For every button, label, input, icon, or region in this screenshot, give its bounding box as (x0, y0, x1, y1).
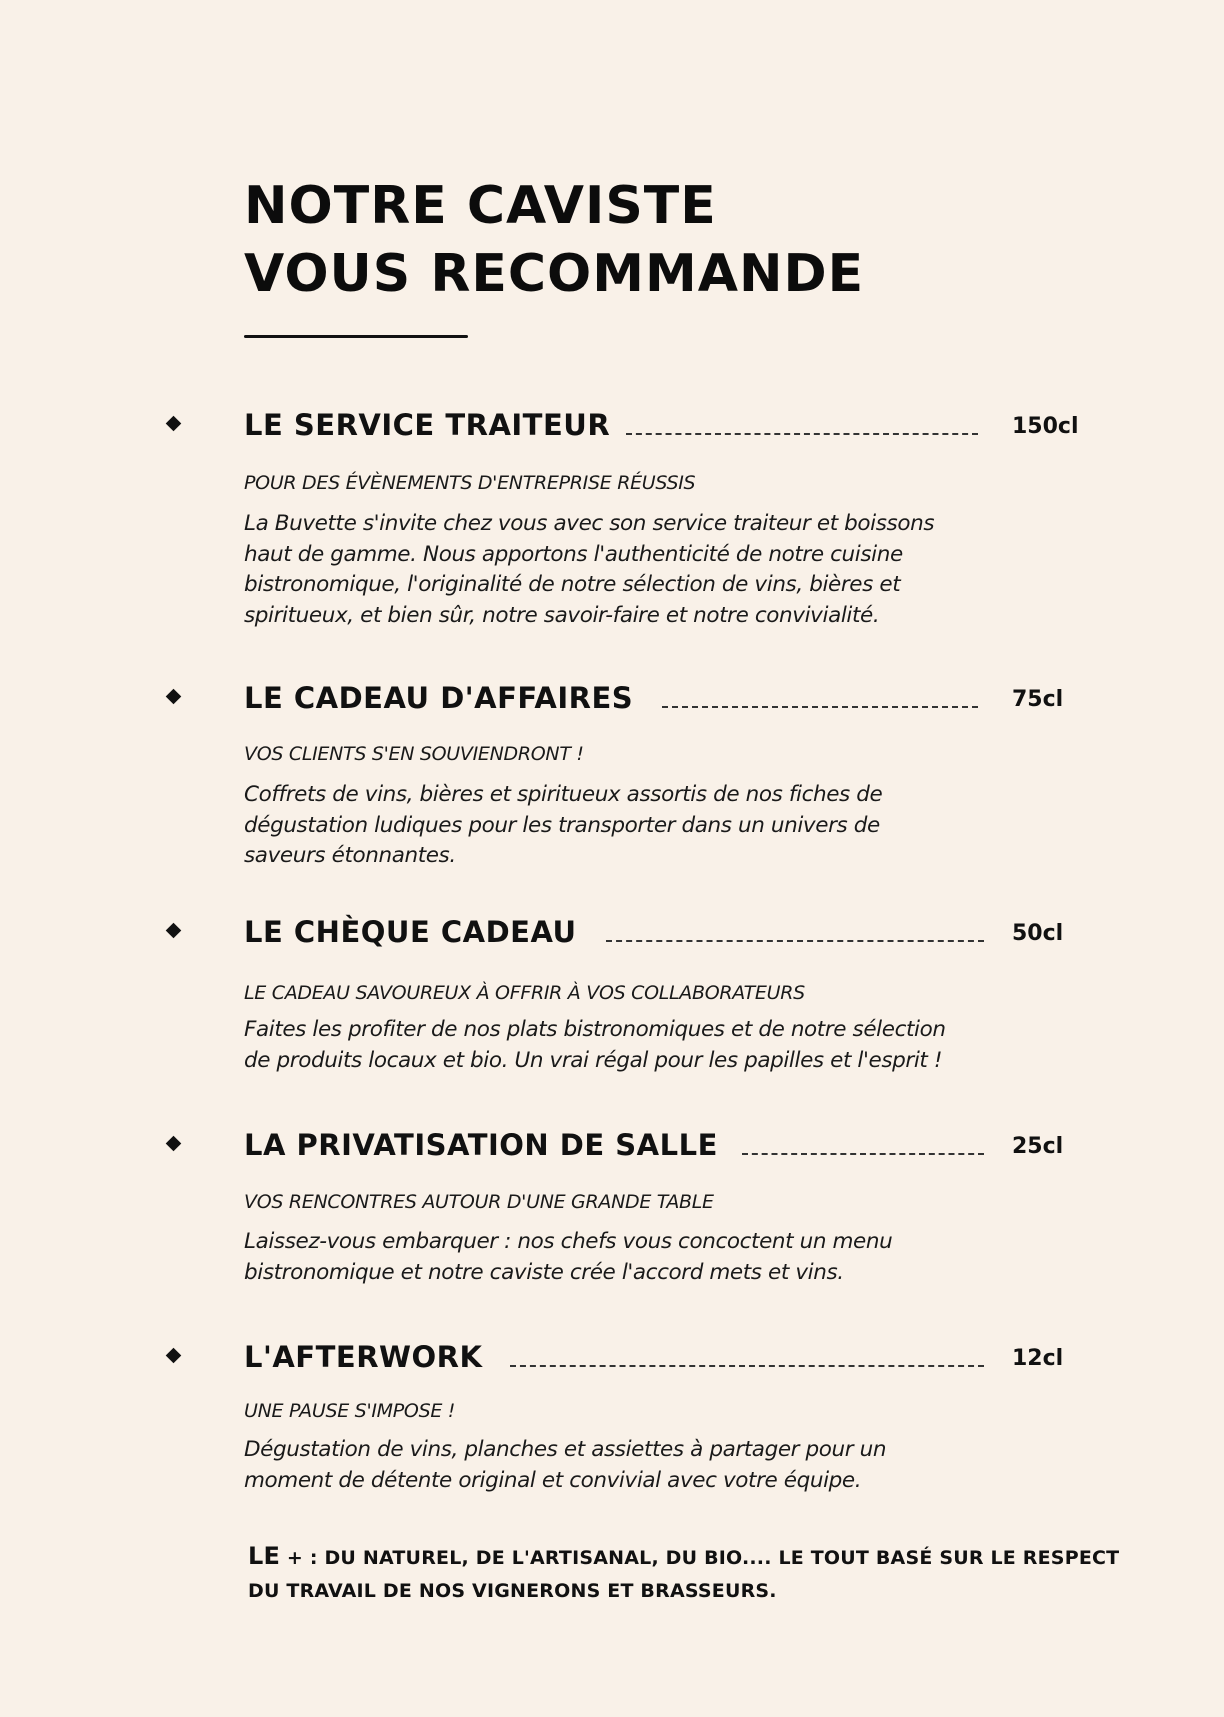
menu-item-subtitle: UNE PAUSE S'IMPOSE ! (244, 1400, 456, 1422)
menu-item-description (244, 1015, 1034, 1076)
description-line: dégustation ludiques pour les transporter dans un univers de (244, 812, 880, 838)
dotted-leader (742, 1153, 984, 1155)
footer-line-1-text: + : DU NATUREL, DE L'ARTISANAL, DU BIO.... LE TOUT BASÉ SUR LE RESPECT (280, 1547, 1120, 1569)
menu-item-price: 12cl (1012, 1346, 1064, 1371)
menu-item-price: 150cl (1012, 414, 1079, 439)
diamond-bullet-icon (166, 923, 182, 939)
menu-item-price: 50cl (1012, 921, 1064, 946)
title-underline-divider (244, 335, 468, 338)
page-title-line-2: VOUS RECOMMANDE (244, 244, 865, 304)
menu-item-subtitle: LE CADEAU SAVOUREUX À OFFRIR À VOS COLLABORATEURS (244, 982, 805, 1004)
menu-item-cheque-cadeau (0, 914, 1224, 1073)
diamond-bullet-icon (166, 1348, 182, 1364)
menu-item-header (0, 1339, 1224, 1379)
description-line: Coffrets de vins, bières et spiritueux assortis de nos fiches de (244, 782, 883, 807)
page-title-line-1: NOTRE CAVISTE (244, 176, 717, 236)
description-line: Faites les profiter de nos plats bistronomiques et de notre sélection (244, 1017, 946, 1042)
dotted-leader (510, 1365, 984, 1367)
footer-note (248, 1540, 1119, 1608)
footer-line-1 (248, 1540, 1119, 1575)
menu-item-description (244, 1227, 1034, 1288)
menu-item-afterwork (0, 1339, 1224, 1493)
menu-item-service-traiteur (0, 407, 1224, 628)
menu-item-description (244, 1435, 1034, 1496)
footer-le-label: LE (248, 1542, 281, 1570)
menu-item-cadeau-affaires (0, 680, 1224, 868)
menu-item-header (0, 407, 1224, 447)
menu-item-header (0, 1127, 1224, 1167)
footer-line-2: DU TRAVAIL DE NOS VIGNERONS ET BRASSEURS. (248, 1580, 777, 1602)
dotted-leader (606, 940, 984, 942)
diamond-bullet-icon (166, 1136, 182, 1152)
menu-item-privatisation-salle (0, 1127, 1224, 1285)
description-line: haut de gamme. Nous apportons l'authenticité de notre cuisine (244, 541, 903, 567)
menu-item-title: LA PRIVATISATION DE SALLE (244, 1128, 718, 1162)
description-line: Dégustation de vins, planches et assiettes à partager pour un (244, 1437, 887, 1462)
description-line: moment de détente original et convivial avec votre équipe. (244, 1467, 862, 1493)
menu-item-title: LE CADEAU D'AFFAIRES (244, 681, 634, 715)
menu-item-title: LE CHÈQUE CADEAU (244, 915, 577, 949)
menu-item-header (0, 680, 1224, 720)
dotted-leader (626, 433, 978, 435)
description-line: La Buvette s'invite chez vous avec son service traiteur et boissons (244, 511, 935, 536)
menu-item-title: LE SERVICE TRAITEUR (244, 408, 611, 442)
page-title (244, 172, 864, 308)
description-line: Laissez-vous embarquer : nos chefs vous concoctent un menu (244, 1229, 893, 1254)
description-line: spiritueux, et bien sûr, notre savoir-faire et notre convivialité. (244, 602, 880, 628)
description-line: de produits locaux et bio. Un vrai régal pour les papilles et l'esprit ! (244, 1047, 943, 1073)
description-line: saveurs étonnantes. (244, 843, 456, 868)
menu-item-title: L'AFTERWORK (244, 1340, 483, 1374)
description-line: bistronomique et notre caviste crée l'accord mets et vins. (244, 1259, 844, 1285)
menu-item-header (0, 914, 1224, 954)
menu-item-description (244, 509, 1034, 631)
menu-item-price: 25cl (1012, 1134, 1064, 1159)
description-line: bistronomique, l'originalité de notre sélection de vins, bières et (244, 572, 901, 597)
menu-item-subtitle: VOS CLIENTS S'EN SOUVIENDRONT ! (244, 743, 584, 765)
diamond-bullet-icon (166, 689, 182, 705)
dotted-leader (662, 706, 978, 708)
menu-item-subtitle: POUR DES ÉVÈNEMENTS D'ENTREPRISE RÉUSSIS (244, 472, 696, 494)
menu-item-description (244, 780, 1034, 872)
menu-item-price: 75cl (1012, 687, 1064, 712)
menu-item-subtitle: VOS RENCONTRES AUTOUR D'UNE GRANDE TABLE (244, 1191, 714, 1213)
diamond-bullet-icon (166, 416, 182, 432)
